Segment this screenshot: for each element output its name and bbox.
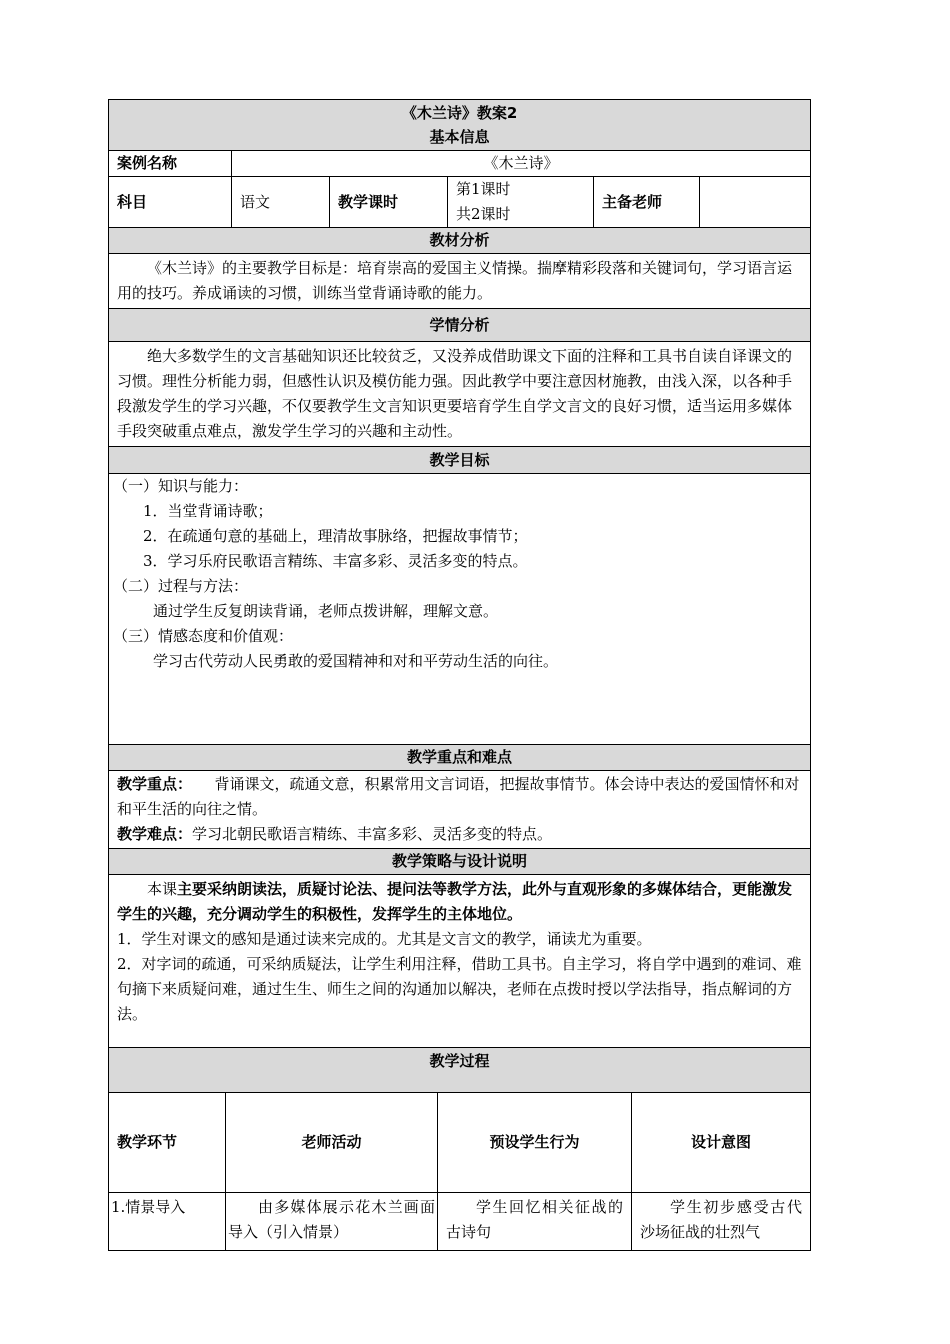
goals-cell	[109, 474, 811, 745]
process-row-intent-text: 学生初步感受古代沙场征战的壮烈气	[640, 1198, 803, 1241]
material-cell	[109, 254, 811, 309]
process-col-student: 预设学生行为	[438, 1093, 632, 1193]
focus-label: 教学重点：	[117, 775, 185, 793]
material-text: 《木兰诗》的主要教学目标是：培育崇高的爱国主义情操。揣摩精彩段落和关键词句，学习语言运用的技巧。养成诵读的习惯，训练当堂背诵诗歌的能力。	[117, 259, 793, 302]
hours-label: 教学课时	[330, 177, 448, 228]
goals-heading: 教学目标	[109, 447, 811, 474]
focus-text: 背诵课文，疏通文意，积累常用文言词语，把握故事情节。体会诗中表达的爱国情怀和对和平生活的向往之情。	[117, 775, 800, 818]
subject-value: 语文	[232, 177, 330, 228]
process-row-stage: 1.情景导入	[109, 1193, 226, 1251]
goal-section-knowledge: （一）知识与能力：	[113, 477, 249, 495]
case-name-label: 案例名称	[109, 151, 232, 177]
keypoints-cell	[109, 771, 811, 849]
doc-title: 《木兰诗》教案2	[401, 104, 518, 122]
goal-item: 通过学生反复朗读背诵，老师点拨讲解，理解文意。	[153, 602, 499, 620]
strategy-intro-bold: 主要采纳朗读法，质疑讨论法、提问法等教学方法，此外与直观形象的多媒体结合，更能激发学生的兴趣，充分调动学生的积极性，发挥学生的主体地位。	[117, 880, 793, 923]
goal-item: 1．当堂背诵诗歌；	[143, 502, 273, 520]
process-col-intent: 设计意图	[632, 1093, 811, 1193]
focus-paragraph	[117, 772, 802, 822]
difficulty-text: 学习北朝民歌语言精练、丰富多彩、灵活多变的特点。	[192, 825, 553, 843]
teacher-value	[700, 177, 811, 228]
process-heading: 教学过程	[109, 1048, 811, 1093]
strategy-intro	[117, 877, 802, 927]
learners-heading: 学情分析	[109, 309, 811, 342]
process-row-teacher	[226, 1193, 438, 1251]
process-row-student-text: 学生回忆相关征战的古诗句	[446, 1198, 623, 1241]
goal-item: 2．在疏通句意的基础上，理清故事脉络，把握故事情节；	[143, 527, 528, 545]
teacher-label: 主备老师	[594, 177, 700, 228]
learners-cell	[109, 342, 811, 447]
strategy-cell	[109, 875, 811, 1048]
subject-label: 科目	[109, 177, 232, 228]
keypoints-heading: 教学重点和难点	[109, 745, 811, 771]
process-table	[108, 1047, 811, 1251]
hours-value	[448, 177, 594, 228]
process-col-stage: 教学环节	[109, 1093, 226, 1193]
hours-line-2: 共2课时	[456, 205, 511, 223]
process-row-intent	[632, 1193, 811, 1251]
strategy-point: 2．对字词的疏通，可采纳质疑法，让学生利用注释，借助工具书。自主学习，将自学中遇到的难词、难句摘下来质疑问难，通过生生、师生之间的沟通加以解决，老师在点拨时授以学法指导，指点解词的方法。	[117, 955, 802, 1023]
goal-item: 3．学习乐府民歌语言精练、丰富多彩、灵活多变的特点。	[143, 552, 528, 570]
title-cell	[109, 100, 811, 151]
basic-info-table	[108, 99, 811, 1048]
process-row-teacher-text: 由多媒体展示花木兰画面导入（引入情景）	[228, 1198, 435, 1241]
process-row-student	[438, 1193, 632, 1251]
hours-line-1: 第1课时	[456, 180, 511, 198]
lesson-plan-document	[108, 99, 810, 1251]
difficulty-label: 教学难点：	[117, 825, 193, 843]
basic-info-heading: 基本信息	[429, 128, 490, 146]
goal-section-values: （三）情感态度和价值观：	[113, 627, 294, 645]
goal-item: 学习古代劳动人民勇敢的爱国精神和对和平劳动生活的向往。	[153, 652, 559, 670]
learners-text: 绝大多数学生的文言基础知识还比较贫乏，又没养成借助课文下面的注释和工具书自读自译课文的习惯。理性分析能力弱，但感性认识及模仿能力强。因此教学中要注意因材施教，由浅入深，以各种手段激发学生的学习兴趣，不仅要教学生文言知识更要培育学生自学文言文的良好习惯，适当运用多媒体手段突破重点难点，激发学生学习的兴趣和主动性。	[117, 347, 793, 440]
strategy-point: 1．学生对课文的感知是通过读来完成的。尤其是文言文的教学，诵读尤为重要。	[117, 930, 652, 948]
strategy-intro-lead: 本课	[147, 880, 178, 898]
difficulty-paragraph	[117, 822, 802, 847]
strategy-heading: 教学策略与设计说明	[109, 849, 811, 875]
case-name-value: 《木兰诗》	[232, 151, 811, 177]
process-col-teacher: 老师活动	[226, 1093, 438, 1193]
goal-section-process: （二）过程与方法：	[113, 577, 249, 595]
material-heading: 教材分析	[109, 228, 811, 254]
